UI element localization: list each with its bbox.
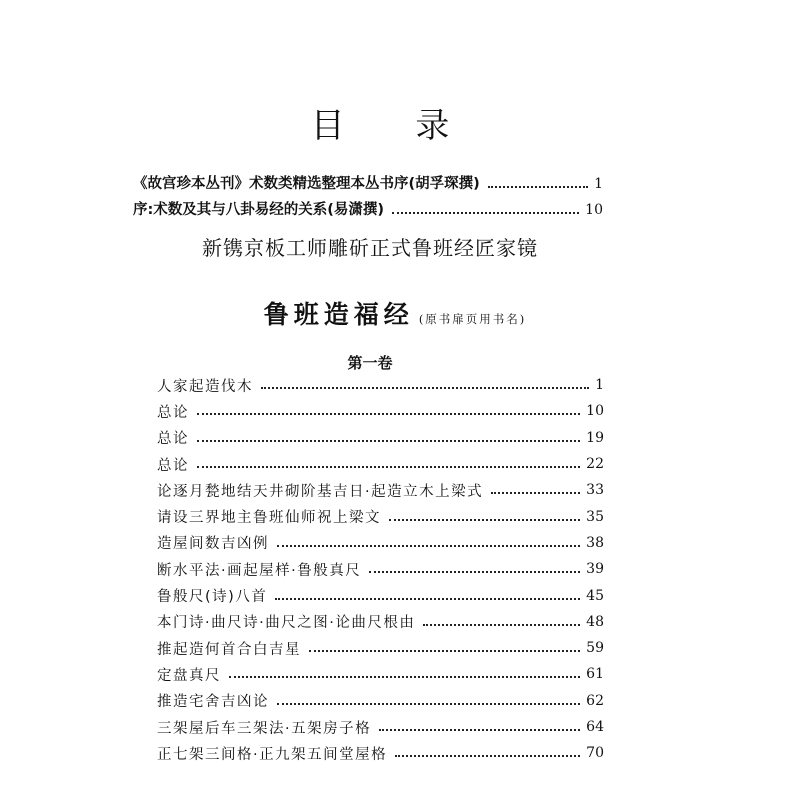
entry-page: 22 <box>586 456 604 473</box>
toc-entry[interactable] <box>157 556 604 582</box>
dot-leader <box>277 703 580 705</box>
entry-page: 70 <box>586 745 604 762</box>
dot-leader <box>488 186 588 188</box>
dot-leader <box>197 413 580 415</box>
entry-page: 19 <box>586 429 604 446</box>
toc-entry[interactable] <box>157 372 604 398</box>
dot-leader <box>392 212 579 214</box>
section-title: 鲁班造福经 <box>263 300 414 329</box>
entry-title: 序:术数及其与八卦易经的关系(易潇撰) <box>133 202 385 218</box>
dot-leader <box>197 440 580 442</box>
entry-title: 推造宅舍吉凶论 <box>157 694 269 711</box>
page-title: 目 录 <box>310 106 480 146</box>
entry-page: 64 <box>586 719 604 735</box>
entry-page: 62 <box>586 692 604 709</box>
toc-entry[interactable] <box>157 503 604 529</box>
entry-title: 本门诗·曲尺诗·曲尺之图·论曲尺根由 <box>157 615 416 632</box>
volume-heading: 第一卷 <box>347 354 393 372</box>
entry-title: 定盘真尺 <box>157 667 221 684</box>
entry-title: 总论 <box>157 431 189 448</box>
dot-leader <box>389 519 580 521</box>
entry-title: 请设三界地主鲁班仙师祝上梁文 <box>157 510 381 527</box>
toc-entry[interactable] <box>157 582 604 608</box>
toc-entry[interactable] <box>157 635 604 661</box>
entry-page: 10 <box>585 202 603 218</box>
toc-entry[interactable] <box>157 688 604 714</box>
entry-title: 论逐月甃地结天井砌阶基吉日·起造立木上梁式 <box>157 483 484 500</box>
dot-leader <box>197 466 580 468</box>
toc-entry[interactable] <box>157 398 604 424</box>
entry-title: 总论 <box>157 457 189 474</box>
entry-page: 48 <box>586 613 604 630</box>
entry-page: 59 <box>586 640 604 657</box>
dot-leader <box>229 676 580 678</box>
entry-page: 1 <box>595 377 604 394</box>
toc-entry[interactable] <box>157 661 604 687</box>
toc-entry[interactable] <box>157 609 604 635</box>
entry-page: 61 <box>586 666 604 683</box>
dot-leader <box>491 492 580 494</box>
entry-title: 总论 <box>157 404 189 421</box>
entry-page: 1 <box>594 176 603 192</box>
preface-entry[interactable] <box>133 198 603 219</box>
entry-page: 38 <box>586 534 604 551</box>
dot-leader <box>379 729 580 731</box>
toc-entry[interactable] <box>157 740 604 766</box>
dot-leader <box>275 598 580 600</box>
dot-leader <box>277 545 580 547</box>
dot-leader <box>423 624 580 626</box>
dot-leader <box>309 650 580 652</box>
toc-entry[interactable] <box>157 477 604 503</box>
entry-page: 10 <box>586 403 604 420</box>
entry-title: 人家起造伐木 <box>157 378 253 395</box>
toc-entry[interactable] <box>157 451 604 477</box>
entry-title: 《故宫珍本丛刊》术数类精选整理本丛书序(胡孚琛撰) <box>133 176 480 192</box>
toc-entry[interactable] <box>157 425 604 451</box>
preface-entry[interactable] <box>133 172 603 193</box>
entry-page: 39 <box>586 561 604 578</box>
entry-page: 33 <box>586 482 604 499</box>
book-title: 新镌京板工师雕斫正式鲁班经匠家镜 <box>202 236 538 260</box>
toc-entry[interactable] <box>157 714 604 740</box>
section-note: (原书扉页用书名) <box>418 312 527 326</box>
entry-title: 三架屋后车三架法·五架房子格 <box>157 720 372 737</box>
entry-title: 断水平法·画起屋样·鲁般真尺 <box>157 562 362 579</box>
toc-entry[interactable] <box>157 530 604 556</box>
entry-title: 鲁般尺(诗)八首 <box>157 589 268 606</box>
entry-page: 35 <box>586 508 604 525</box>
dot-leader <box>395 755 580 757</box>
entry-title: 正七架三间格·正九架五间堂屋格 <box>157 746 388 763</box>
entry-title: 造屋间数吉凶例 <box>157 536 269 553</box>
entry-title: 推起造何首合白吉星 <box>157 641 301 658</box>
dot-leader <box>261 387 589 389</box>
section-heading <box>0 295 790 331</box>
toc-list <box>157 372 604 766</box>
dot-leader <box>369 571 580 573</box>
entry-page: 45 <box>586 587 604 604</box>
